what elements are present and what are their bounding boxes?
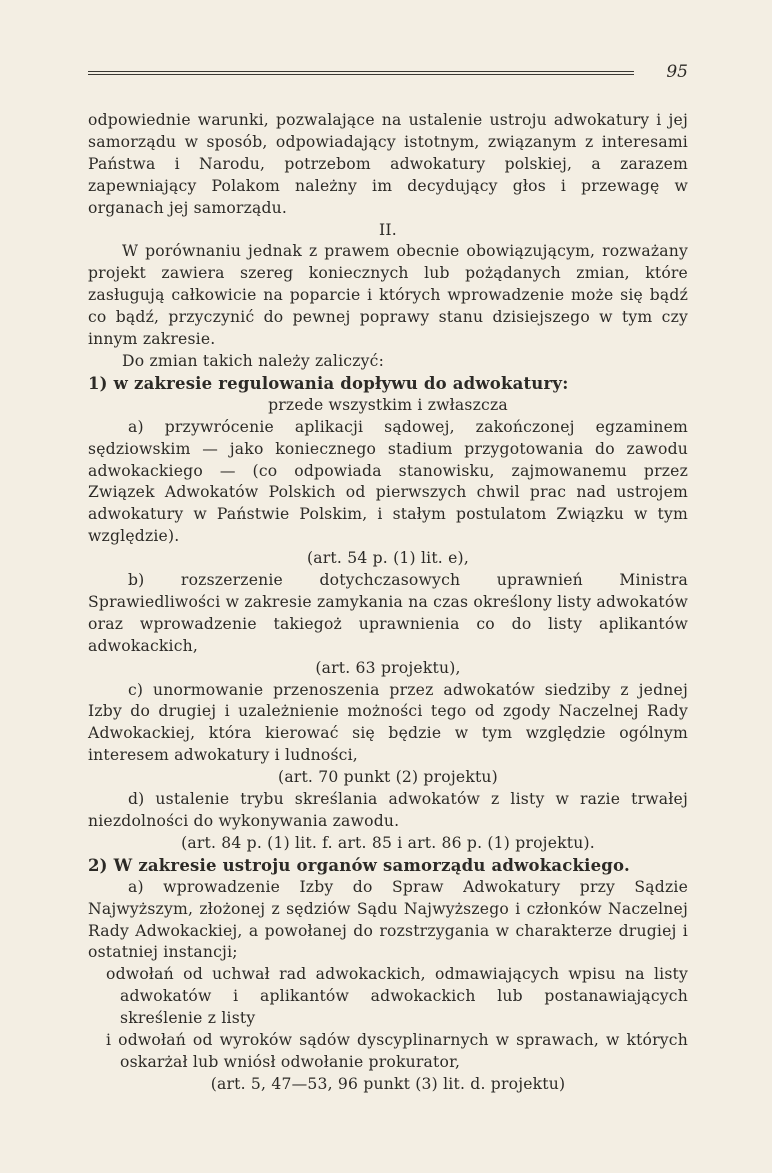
- section-2-title: W zakresie ustroju organów samorządu adwokackiego.: [113, 855, 630, 875]
- section-2-number: 2): [88, 855, 108, 875]
- intro-paragraph: odpowiednie warunki, pozwalające na ustalenie ustroju adwokatury i jej samorządu w sposób, odpowiadający istotnym, związanym z interesami Państwa i Narodu, potrzebom adwokatury polskiej, a zarazem zapewniający Polakom należny im decydujący głos i przewagę w organach jej samorządu.: [88, 111, 688, 217]
- page-header: [88, 62, 688, 88]
- section-1-title: w zakresie regulowania dopływu do adwokatury:: [113, 373, 569, 393]
- section-1-item-a-ref: (art. 54 p. (1) lit. e),: [307, 549, 469, 568]
- section-1-item-d: d) ustalenie trybu skreślania adwokatów z listy w razie trwałej niezdolności do wykonywania zawodu.: [88, 790, 688, 830]
- section-2-item-a: a) wprowadzenie Izby do Spraw Adwokatury przy Sądzie Najwyższym, złożonej z sędziów Sądu Najwyższego i członków Naczelnej Rady Adwokackiej, a powołanej do rozstrzygania w charakterze drugiej i ostatniej instancji;: [88, 877, 688, 962]
- section-1-lead: przede wszystkim i zwłaszcza: [268, 395, 508, 414]
- section-1-item-c-ref: (art. 70 punkt (2) projektu): [278, 768, 498, 787]
- section-1-item-b: b) rozszerzenie dotychczasowych uprawnień Ministra Sprawiedliwości w zakresie zamykania na czas określony listy adwokatów oraz wprowadzenie takiegoż uprawnienia co do listy aplikantów adwokackich,: [88, 571, 688, 655]
- section-roman-heading: II.: [379, 220, 397, 239]
- section-1-item-b-ref: (art. 63 projektu),: [315, 658, 461, 677]
- section-1-item-d-ref: (art. 84 p. (1) lit. f. art. 85 i art. 86 p. (1) projektu).: [181, 833, 595, 852]
- section-1-heading: [88, 373, 688, 395]
- section-2-item-a-ref: (art. 5, 47—53, 96 punkt (3) lit. d. projektu): [210, 1074, 566, 1093]
- section-ii-paragraph: W porównaniu jednak z prawem obecnie obowiązującym, rozważany projekt zawiera szereg koniecznych lub pożądanych zmian, które zasługują całkowicie na poparcie i których wprowadzenie może się bądź co bądź, przyczynić do pewnej poprawy stanu dzisiejszego w tym czy innym zakresie.: [88, 242, 688, 349]
- header-rule: [88, 71, 634, 75]
- page-number: 95: [666, 62, 688, 82]
- section-1-item-c: c) unormowanie przenoszenia przez adwokatów siedziby z jednej Izby do drugiej i uzależnienie możności tego od zgody Naczelnej Rady Adwokackiej, która kierować się będzie w tym względzie ogólnym interesem adwokatury i ludności,: [88, 680, 688, 765]
- section-2-item-a-part-1: odwołań od uchwał rad adwokackich, odmawiających wpisu na listy adwokatów i aplikantów adwokackich lub postanawiających skreślenie z listy: [106, 965, 688, 1028]
- section-2-item-a-part-2: i odwołań od wyroków sądów dyscyplinarnych w sprawach, w których oskarżał lub wniósł odwołanie prokurator,: [106, 1031, 688, 1071]
- section-1-item-a: a) przywrócenie aplikacji sądowej, zakończonej egzaminem sędziowskim — jako koniecznego stadium przygotowania do zawodu adwokackiego — (co odpowiada stanowisku, zajmowanemu przez Związek Adwokatów Polskich od pierwszych chwil prac nad ustrojem adwokatury w Państwie Polskim, i stałym postulatom Związku w tym względzie).: [88, 417, 688, 546]
- page-body: [88, 110, 688, 1096]
- changes-lead-paragraph: Do zmian takich należy zaliczyć:: [122, 351, 385, 370]
- section-2-heading: [88, 855, 688, 877]
- section-1-number: 1): [88, 373, 108, 393]
